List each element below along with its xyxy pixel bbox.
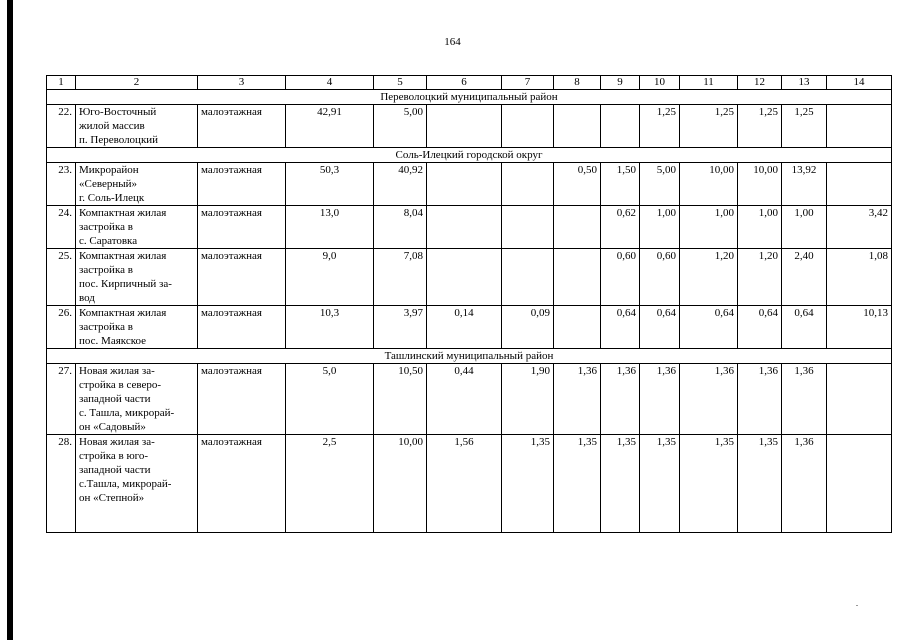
section-row <box>47 148 892 163</box>
value-cell-c13: 1,25 <box>782 105 827 148</box>
data-table <box>46 75 892 533</box>
value-cell-c11: 1,36 <box>680 364 738 435</box>
value-cell-c12: 10,00 <box>738 163 782 206</box>
value-cell-c7 <box>502 163 554 206</box>
value-cell-c5: 8,04 <box>374 206 427 249</box>
value-cell-c6 <box>427 206 502 249</box>
value-cell-c5: 5,00 <box>374 105 427 148</box>
object-name: Микрорайон «Северный» г. Соль-Илецк <box>76 163 198 206</box>
value-cell-c5: 7,08 <box>374 249 427 306</box>
value-cell-c4: 5,0 <box>286 364 374 435</box>
column-header: 9 <box>601 76 640 90</box>
scan-speck <box>856 605 858 606</box>
value-cell-c6: 0,14 <box>427 306 502 349</box>
object-name: Новая жилая за- стройка в северо- западной части с. Ташла, микрорай- он «Садовый» <box>76 364 198 435</box>
value-cell-c8: 1,36 <box>554 364 601 435</box>
value-cell-c13: 2,40 <box>782 249 827 306</box>
value-cell-c13: 1,36 <box>782 364 827 435</box>
value-cell-c14 <box>827 435 892 533</box>
page-number: 164 <box>444 36 461 48</box>
section-row <box>47 349 892 364</box>
building-type: малоэтажная <box>198 306 286 349</box>
building-type: малоэтажная <box>198 163 286 206</box>
value-cell-c7 <box>502 206 554 249</box>
scan-border-line <box>7 0 13 640</box>
value-cell-c10: 0,60 <box>640 249 680 306</box>
row-number: 27. <box>47 364 76 435</box>
column-header: 5 <box>374 76 427 90</box>
value-cell-c9: 0,64 <box>601 306 640 349</box>
value-cell-c7: 1,35 <box>502 435 554 533</box>
row-number: 26. <box>47 306 76 349</box>
value-cell-c10: 1,00 <box>640 206 680 249</box>
table-row <box>47 435 892 533</box>
column-header: 1 <box>47 76 76 90</box>
column-header: 4 <box>286 76 374 90</box>
column-header: 7 <box>502 76 554 90</box>
value-cell-c8 <box>554 105 601 148</box>
table-row <box>47 206 892 249</box>
row-number: 23. <box>47 163 76 206</box>
value-cell-c14 <box>827 364 892 435</box>
value-cell-c4: 10,3 <box>286 306 374 349</box>
value-cell-c8: 0,50 <box>554 163 601 206</box>
column-header: 8 <box>554 76 601 90</box>
value-cell-c7: 1,90 <box>502 364 554 435</box>
value-cell-c13: 13,92 <box>782 163 827 206</box>
value-cell-c12: 1,25 <box>738 105 782 148</box>
column-header: 11 <box>680 76 738 90</box>
value-cell-c10: 1,36 <box>640 364 680 435</box>
building-type: малоэтажная <box>198 364 286 435</box>
value-cell-c6 <box>427 249 502 306</box>
value-cell-c9: 1,35 <box>601 435 640 533</box>
building-type: малоэтажная <box>198 435 286 533</box>
value-cell-c14 <box>827 105 892 148</box>
value-cell-c11: 1,35 <box>680 435 738 533</box>
value-cell-c8: 1,35 <box>554 435 601 533</box>
value-cell-c5: 40,92 <box>374 163 427 206</box>
value-cell-c13: 1,36 <box>782 435 827 533</box>
value-cell-c11: 1,25 <box>680 105 738 148</box>
table-row <box>47 105 892 148</box>
column-header: 3 <box>198 76 286 90</box>
value-cell-c8 <box>554 249 601 306</box>
row-number: 28. <box>47 435 76 533</box>
table-row <box>47 364 892 435</box>
table-row <box>47 306 892 349</box>
value-cell-c6 <box>427 163 502 206</box>
value-cell-c9: 1,36 <box>601 364 640 435</box>
value-cell-c14: 3,42 <box>827 206 892 249</box>
column-header: 14 <box>827 76 892 90</box>
column-header: 12 <box>738 76 782 90</box>
value-cell-c9 <box>601 105 640 148</box>
value-cell-c14: 1,08 <box>827 249 892 306</box>
value-cell-c4: 42,91 <box>286 105 374 148</box>
value-cell-c12: 0,64 <box>738 306 782 349</box>
section-title: Переволоцкий муниципальный район <box>47 90 892 105</box>
value-cell-c11: 1,00 <box>680 206 738 249</box>
column-header: 2 <box>76 76 198 90</box>
column-header: 6 <box>427 76 502 90</box>
value-cell-c11: 10,00 <box>680 163 738 206</box>
column-header: 10 <box>640 76 680 90</box>
section-row <box>47 90 892 105</box>
value-cell-c7 <box>502 249 554 306</box>
value-cell-c8 <box>554 306 601 349</box>
row-number: 25. <box>47 249 76 306</box>
value-cell-c11: 1,20 <box>680 249 738 306</box>
value-cell-c6 <box>427 105 502 148</box>
row-number: 22. <box>47 105 76 148</box>
building-type: малоэтажная <box>198 105 286 148</box>
object-name: Компактная жилая застройка в с. Саратовка <box>76 206 198 249</box>
object-name: Компактная жилая застройка в пос. Маякское <box>76 306 198 349</box>
value-cell-c14 <box>827 163 892 206</box>
value-cell-c5: 10,00 <box>374 435 427 533</box>
value-cell-c8 <box>554 206 601 249</box>
section-title: Ташлинский муниципальный район <box>47 349 892 364</box>
table-row <box>47 163 892 206</box>
column-header: 13 <box>782 76 827 90</box>
header-row <box>47 76 892 90</box>
value-cell-c10: 0,64 <box>640 306 680 349</box>
building-type: малоэтажная <box>198 206 286 249</box>
value-cell-c10: 1,25 <box>640 105 680 148</box>
object-name: Компактная жилая застройка в пос. Кирпичный за- вод <box>76 249 198 306</box>
value-cell-c6: 1,56 <box>427 435 502 533</box>
section-title: Соль-Илецкий городской округ <box>47 148 892 163</box>
value-cell-c5: 3,97 <box>374 306 427 349</box>
value-cell-c12: 1,20 <box>738 249 782 306</box>
table-row <box>47 249 892 306</box>
value-cell-c7 <box>502 105 554 148</box>
value-cell-c9: 0,60 <box>601 249 640 306</box>
value-cell-c10: 1,35 <box>640 435 680 533</box>
value-cell-c13: 1,00 <box>782 206 827 249</box>
row-number: 24. <box>47 206 76 249</box>
value-cell-c12: 1,36 <box>738 364 782 435</box>
value-cell-c4: 50,3 <box>286 163 374 206</box>
table-body <box>47 76 892 533</box>
value-cell-c12: 1,00 <box>738 206 782 249</box>
object-name: Юго-Восточный жилой массив п. Переволоцкий <box>76 105 198 148</box>
value-cell-c4: 13,0 <box>286 206 374 249</box>
value-cell-c4: 2,5 <box>286 435 374 533</box>
building-type: малоэтажная <box>198 249 286 306</box>
value-cell-c12: 1,35 <box>738 435 782 533</box>
value-cell-c7: 0,09 <box>502 306 554 349</box>
value-cell-c11: 0,64 <box>680 306 738 349</box>
value-cell-c13: 0,64 <box>782 306 827 349</box>
value-cell-c10: 5,00 <box>640 163 680 206</box>
value-cell-c9: 0,62 <box>601 206 640 249</box>
value-cell-c4: 9,0 <box>286 249 374 306</box>
value-cell-c6: 0,44 <box>427 364 502 435</box>
object-name: Новая жилая за- стройка в юго- западной части с.Ташла, микрорай- он «Степной» <box>76 435 198 533</box>
value-cell-c14: 10,13 <box>827 306 892 349</box>
value-cell-c5: 10,50 <box>374 364 427 435</box>
value-cell-c9: 1,50 <box>601 163 640 206</box>
